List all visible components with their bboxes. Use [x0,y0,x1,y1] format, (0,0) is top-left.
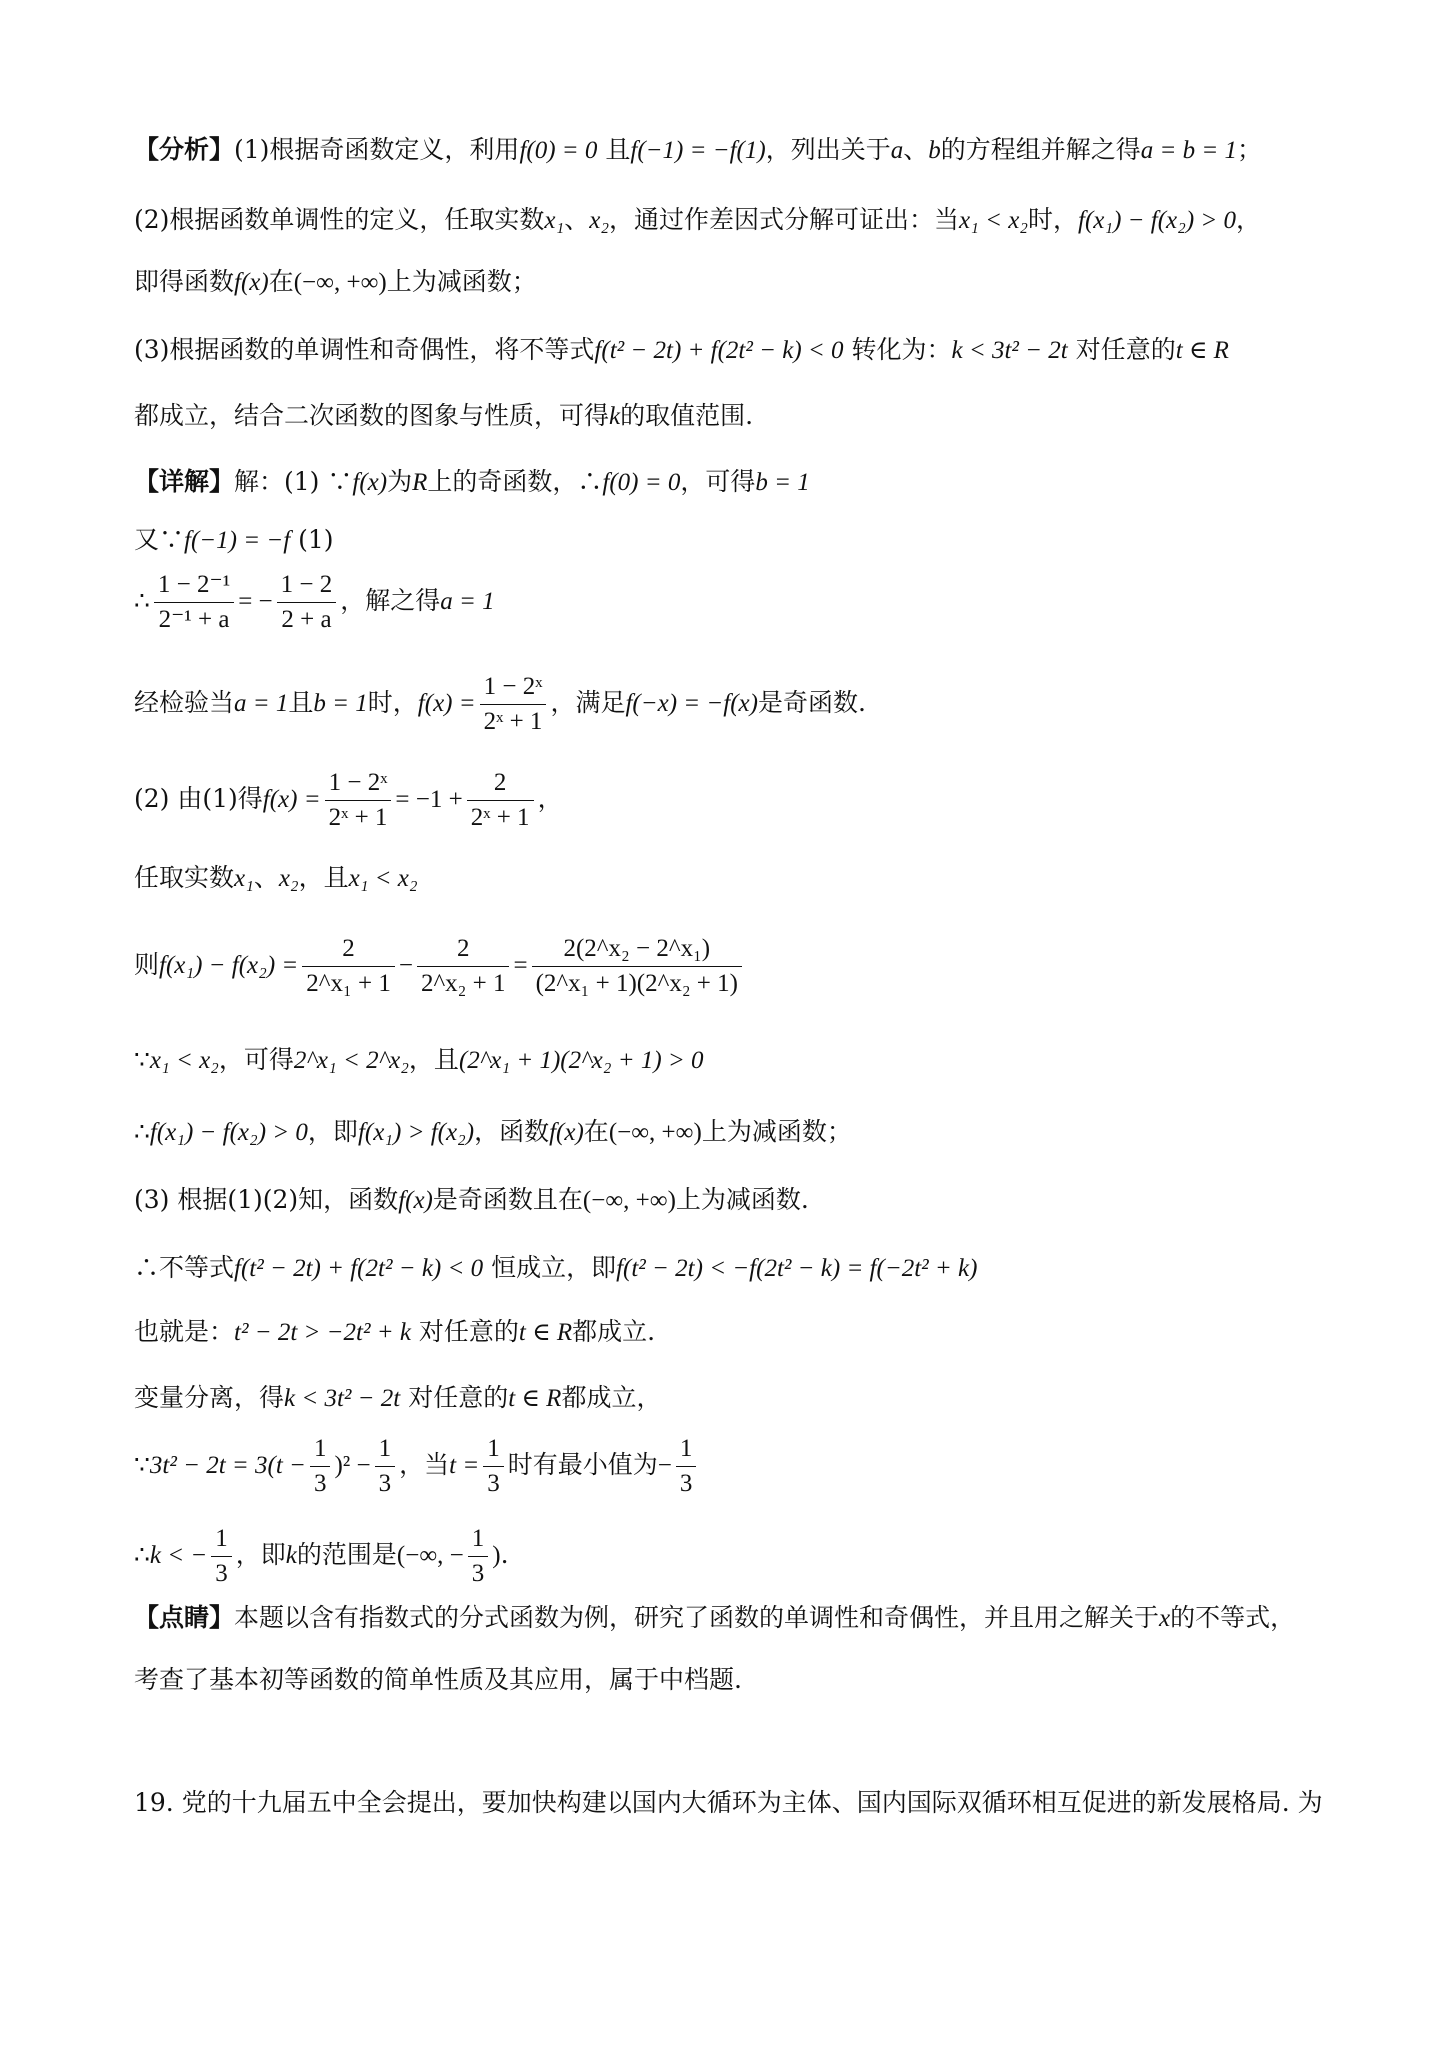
detail-line-8 [134,1040,704,1081]
text: 的方程组并解之得 [940,135,1141,164]
analysis-tag: 【分析】 [134,135,235,164]
math: (2^x₁ + 1)(2^x₂ + 1) > 0 [458,1047,704,1074]
text: 是奇函数且在 [432,1185,583,1214]
text: 时， [1028,205,1079,234]
text: ∵ [134,1450,150,1479]
fraction [302,932,395,1001]
text: 、 [564,205,590,234]
numerator: 1 [483,1432,504,1467]
numerator: 1 [375,1432,396,1467]
math: x₂ [278,865,299,892]
math: f(t² − 2t) < −f(2t² − k) = f(−2t² + k) [616,1255,978,1282]
detail-line-13 [134,1378,661,1419]
text: 上为减函数； [701,1117,852,1146]
math: = − [238,588,273,615]
comment-line-1 [134,1598,1295,1639]
numerator: 1 [468,1522,489,1557]
numerator: 1 − 2 [277,568,337,603]
text: ，函数 [474,1117,550,1146]
text: ∵ [134,1045,150,1074]
text: 是奇函数. [757,688,866,717]
numerator: 1 [310,1432,331,1467]
denominator: 3 [313,1470,327,1497]
text: 在 [268,267,294,296]
denominator: 3 [487,1470,500,1497]
text: 的不等式， [1170,1603,1296,1632]
detail-line-2 [134,520,334,561]
text: 、 [903,135,929,164]
denominator: 2ˣ + 1 [483,708,543,735]
text: ， [1236,205,1262,234]
detail-line-5 [134,764,563,835]
text: (3)根据函数的单调性和奇偶性，将不等式 [134,335,595,364]
math: a = 1 [440,588,495,615]
math: = [513,952,528,979]
analysis-part2-cont [134,262,537,303]
math: f(0) = 0 [519,137,598,164]
math: x [1159,1605,1171,1632]
math: x₁ < x₂ [348,865,418,892]
fraction [468,1522,489,1591]
text: ，列出关于 [765,135,891,164]
math: k [285,1542,297,1569]
text: 时有最小值为 [507,1450,658,1479]
math: f(x₁) − f(x₂) > 0 [1078,207,1237,234]
text: 上为减函数. [675,1185,809,1214]
text: 时， [367,688,418,717]
math: b = 1 [313,690,368,717]
math: f(x) [398,1187,433,1214]
fraction [480,670,547,739]
numerator: 1 − 2ˣ [325,766,392,801]
math: b [928,137,941,164]
math: 3t² − 2t = 3(t − [149,1452,306,1479]
math: x₁ < x₂ [149,1047,219,1074]
math: a = b = 1 [1140,137,1237,164]
text: ∴ [134,1540,150,1569]
text: 也就是： [134,1317,235,1346]
text: ，即 [235,1540,286,1569]
text: 对任意的 [418,1317,519,1346]
denominator: 2⁻¹ + a [158,606,230,633]
math: f(x) [549,1119,584,1146]
math: f(t² − 2t) + f(2t² − k) < 0 [234,1255,484,1282]
text: 在 [583,1117,609,1146]
text: 对任意的 [408,1383,509,1412]
numerator: 1 − 2⁻¹ [154,568,234,603]
fraction [154,568,234,637]
detail-line-15 [134,1520,509,1591]
math: t ∈ R [1175,337,1229,364]
math: f(x) [234,269,269,296]
comment-tag: 【点睛】 [134,1603,235,1632]
denominator: (2^x₁ + 1)(2^x₂ + 1) [535,970,738,997]
numerator: 2 [467,766,534,801]
numerator: 1 − 2ˣ [480,670,547,705]
detail-line-3 [134,566,495,637]
next-question [134,1783,1323,1823]
denominator: 2^x₂ + 1 [420,970,506,997]
text: 都成立， [561,1383,662,1412]
text: 且 [288,688,314,717]
detail-line-7 [134,930,746,1001]
math: f(−1) = −f(1) [630,137,766,164]
math: f(x₁) − f(x₂) > 0 [149,1119,308,1146]
text: (2)根据函数单调性的定义，任取实数 [134,205,545,234]
detail-line-6 [134,858,418,899]
denominator: 2 + a [281,606,332,633]
math: t = [449,1452,480,1479]
numerator: 1 [676,1432,697,1467]
text: ∴ [134,586,150,615]
math: − [657,1452,672,1479]
math: f(x) [352,469,388,496]
detail-tag: 【详解】 [134,467,235,496]
fraction [532,932,742,1001]
text: . [500,1540,509,1569]
math: t ∈ R [508,1385,562,1412]
text: ，通过作差因式分解可证出：当 [609,205,960,234]
detail-line-12 [134,1312,655,1353]
denominator: 3 [679,1470,693,1497]
text: ，即 [307,1117,358,1146]
math: x₁ < x₂ [959,207,1028,234]
math: f(t² − 2t) + f(2t² − k) < 0 [594,337,844,364]
math: f(x₁) > f(x₂) [357,1119,475,1146]
numerator: 2 [417,932,510,967]
fraction [325,766,392,835]
detail-line-9 [134,1112,852,1153]
math: x₁ [234,865,254,892]
denominator: 2ˣ + 1 [470,804,530,831]
text: (1)根据奇函数定义，利用 [234,135,520,164]
text: 任取实数 [134,863,235,892]
numerator: 2(2^x₂ − 2^x₁) [532,932,742,967]
text: 转化为： [851,335,952,364]
text: 又∵ [134,525,185,554]
text: 本题以含有指数式的分式函数为例，研究了函数的单调性和奇偶性，并且用之解关于 [234,1603,1160,1632]
text: 、 [253,863,279,892]
math: − [398,952,413,979]
text: 上为减函数； [386,267,537,296]
math: f(x) = [262,786,321,813]
math: k < − [149,1542,208,1569]
text: 且 [605,135,631,164]
text: 都成立. [572,1317,656,1346]
analysis-part3-cont [134,396,753,437]
text: 经检验当 [134,688,235,717]
text: ，且 [298,863,349,892]
analysis-part2 [134,200,1261,241]
math: a [890,137,904,164]
fraction [483,1432,504,1501]
denominator: 3 [215,1560,228,1587]
text: (1) [298,525,334,554]
math: f(−1) = −f [184,527,291,554]
text: ，当 [399,1450,450,1479]
fraction [676,1432,697,1501]
text: 解：(1) ∵ [234,467,353,496]
numerator: 2 [302,932,395,967]
math: (−∞, +∞) [608,1119,702,1146]
math: t² − 2t > −2t² + k [234,1319,411,1346]
text: 考查了基本初等函数的简单性质及其应用，属于中档题. [134,1665,742,1694]
text: (2) 由(1)得 [134,784,263,813]
math: R [412,469,428,496]
text: 都成立，结合二次函数的图象与性质，可得 [134,401,610,430]
question-number: 19. [134,1788,174,1817]
text: ，满足 [550,688,626,717]
text: 对任意的 [1075,335,1176,364]
text: ； [1236,135,1262,164]
math: )² − [334,1452,371,1479]
fraction [310,1432,331,1501]
detail-line-10 [134,1180,809,1221]
text: ，可得 [218,1045,294,1074]
math: k < 3t² − 2t [951,337,1068,364]
fraction [211,1522,232,1591]
math: (−∞, +∞) [293,269,387,296]
text: 变量分离，得 [134,1383,285,1412]
math: (−∞, +∞) [582,1187,676,1214]
math: f(x₁) − f(x₂) = [159,952,299,979]
denominator: 3 [378,1470,392,1497]
detail-line-4 [134,668,866,739]
math: f(−x) = −f(x) [625,690,758,717]
math: ) [492,1542,501,1569]
math: t ∈ R [518,1319,573,1346]
detail-line-14 [134,1430,700,1501]
text: ，可得 [680,467,756,496]
fraction [375,1432,396,1501]
math: k < 3t² − 2t [284,1385,401,1412]
analysis-part3 [134,330,1229,371]
math: x₁ [544,207,565,234]
analysis-part1 [134,130,1262,171]
text: 则 [134,950,160,979]
text: 的范围是 [296,1540,397,1569]
text: (3) 根据(1)(2)知，函数 [134,1185,399,1214]
text: ， [537,784,563,813]
math: 2^x₁ < 2^x₂ [293,1047,409,1074]
fraction [467,766,534,835]
denominator: 3 [471,1560,485,1587]
text: ∴不等式 [134,1253,235,1282]
text: 恒成立，即 [491,1253,617,1282]
math: f(0) = 0 [602,469,681,496]
denominator: 2ˣ + 1 [328,804,388,831]
detail-line-11 [134,1248,977,1289]
detail-line-1 [134,462,810,503]
question-text: 党的十九届五中全会提出，要加快构建以国内大循环为主体、国内国际双循环相互促进的新发展格局. 为 [181,1788,1323,1817]
math: k [609,403,621,430]
text: 上的奇函数，∴ [427,467,603,496]
math: = −1 + [395,786,463,813]
math: f(x) = [417,690,476,717]
text: ，且 [408,1045,459,1074]
math: a = 1 [234,690,289,717]
comment-line-2 [134,1660,742,1700]
numerator: 1 [211,1522,232,1557]
math: b = 1 [755,469,810,496]
fraction [417,932,510,1001]
fraction [277,568,337,637]
math: (−∞, − [396,1542,464,1569]
math: x₂ [589,207,610,234]
text: ，解之得 [340,586,441,615]
text: 为 [387,467,413,496]
text: ∴ [134,1117,150,1146]
denominator: 2^x₁ + 1 [306,970,391,997]
text: 的取值范围. [620,401,754,430]
text: 即得函数 [134,267,235,296]
